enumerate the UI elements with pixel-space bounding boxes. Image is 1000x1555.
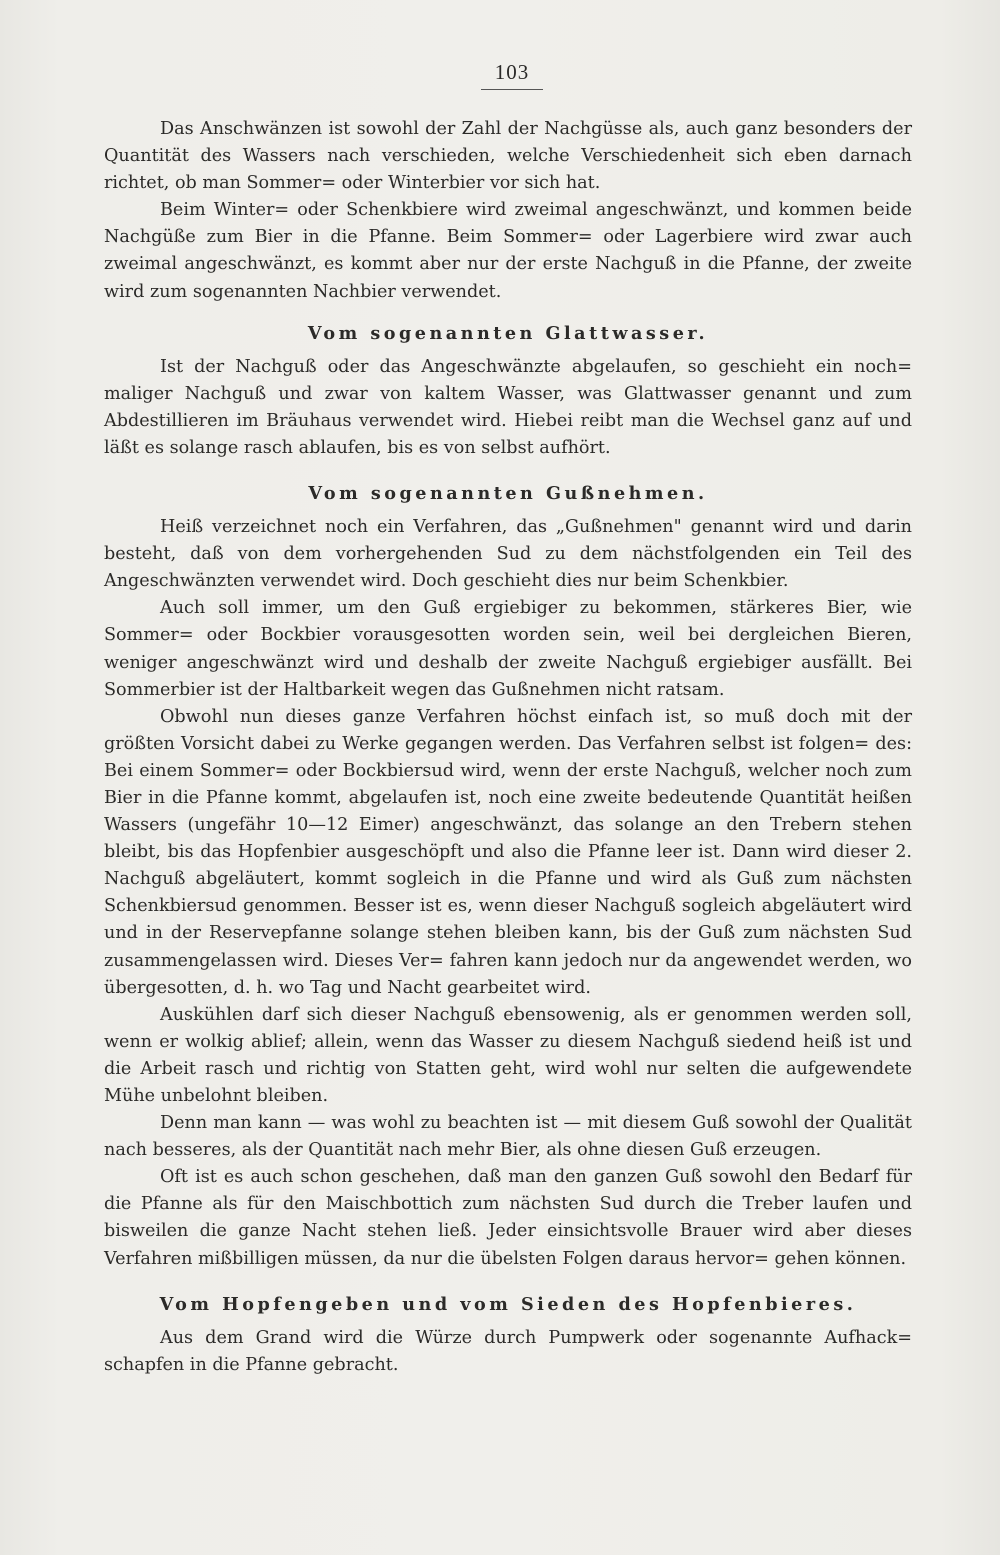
section-heading-glattwasser: Vom sogenannten Glattwasser.: [307, 322, 709, 344]
paragraph-treber: Oft ist es auch schon geschehen, daß man den ganzen Guß sowohl den Bedarf für die Pfanne als für den Maischbottich zum nächsten Sud durch die Treber laufen und bisweilen die ganze Nacht stehen ließ. Jeder einsichtsvolle Brauer wird aber dieses Verfahren mißbilligen müssen, da nur die übelsten Folgen daraus hervor= gehen können.: [104, 1167, 912, 1269]
paragraph-qualitaet: Denn man kann — was wohl zu beachten ist — mit diesem Guß sowohl der Qualität nach besseres, als der Quantität nach mehr Bier, als ohne diesen Guß erzeugen.: [104, 1113, 912, 1161]
section-heading-gussnehmen: Vom sogenannten Gußnehmen.: [308, 483, 708, 505]
page-number: 103: [481, 60, 544, 90]
page-header: [0, 60, 1000, 90]
section-heading-hopfengeben: Vom Hopfengeben und vom Sieden des Hopfenbieres.: [159, 1293, 857, 1315]
paragraph-anschwaenzen: Das Anschwänzen ist sowohl der Zahl der Nachgüsse als, auch ganz besonders der Quantität des Wassers nach verschieden, welche Verschiedenheit sich eben darnach richtet, ob man Sommer= oder Winterbier vor sich hat.: [104, 119, 912, 194]
paragraph-grand: Aus dem Grand wird die Würze durch Pumpwerk oder sogenannte Aufhack= schapfen in die Pfanne gebracht.: [104, 1327, 912, 1375]
paragraph-gussnehmen-intro: Heiß verzeichnet noch ein Verfahren, das „Gußnehmen" genannt wird und darin besteht, daß von dem vorhergehenden Sud zu dem nächstfolgenden ein Teil des Angeschwänzten verwendet wird. Doch geschieht dies nur beim Schenkbier.: [104, 517, 912, 592]
paragraph-winterbier: Beim Winter= oder Schenkbiere wird zweimal angeschwänzt, und kommen beide Nachgüße zum Bier in die Pfanne. Beim Sommer= oder Lagerbiere wird zwar auch zweimal angeschwänzt, es kommt aber nur der erste Nachguß in die Pfanne, der zweite wird zum sogenannten Nachbier verwendet.: [104, 200, 912, 302]
paragraph-auskuehlen: Auskühlen darf sich dieser Nachguß ebensowenig, als er genommen werden soll, wenn er wolkig ablief; allein, wenn das Wasser zu diesem Nachguß siedend heiß ist und die Arbeit rasch und richtig von Statten geht, wird wohl nur selten die aufgewendete Mühe unbelohnt bleiben.: [104, 1004, 912, 1106]
page-body: [104, 116, 912, 1379]
paragraph-glattwasser: Ist der Nachguß oder das Angeschwänzte abgelaufen, so geschieht ein noch= maliger Nachguß und zwar von kaltem Wasser, was Glattwasser genannt und zum Abdestillieren im Bräuhaus verwendet wird. Hiebei reibt man die Wechsel ganz auf und läßt es solange rasch ablaufen, bis es von selbst aufhört.: [104, 356, 912, 458]
paragraph-gussnehmen-bier: Auch soll immer, um den Guß ergiebiger zu bekommen, stärkeres Bier, wie Sommer= oder Bockbier vorausgesotten worden sein, weil bei dergleichen Bieren, weniger angeschwänzt wird und deshalb der zweite Nachguß ergiebiger ausfällt. Bei Sommerbier ist der Haltbarkeit wegen das Gußnehmen nicht ratsam.: [104, 598, 912, 700]
paragraph-gussnehmen-verfahren: Obwohl nun dieses ganze Verfahren höchst einfach ist, so muß doch mit der größten Vorsicht dabei zu Werke gegangen werden. Das Verfahren selbst ist folgen= des: Bei einem Sommer= oder Bockbiersud wird, wenn der erste Nachguß, welcher noch zum Bier in die Pfanne kommt, abgelaufen ist, noch eine zweite bedeutende Quantität heißen Wassers (ungefähr 10—12 Eimer) angeschwänzt, das solange an den Trebern stehen bleibt, bis das Hopfenbier ausgeschöpft und also die Pfanne leer ist. Dann wird dieser 2. Nachguß abgeläutert, kommt sogleich in die Pfanne und wird als Guß zum nächsten Schenkbiersud genommen. Besser ist es, wenn dieser Nachguß sogleich abgeläutert wird und in der Reservepfanne solange stehen bleiben kann, bis der Guß zum nächsten Sud zusammengelassen wird. Dieses Ver= fahren kann jedoch nur da angewendet werden, wo übergesotten, d. h. wo Tag und Nacht gearbeitet wird.: [104, 706, 912, 998]
